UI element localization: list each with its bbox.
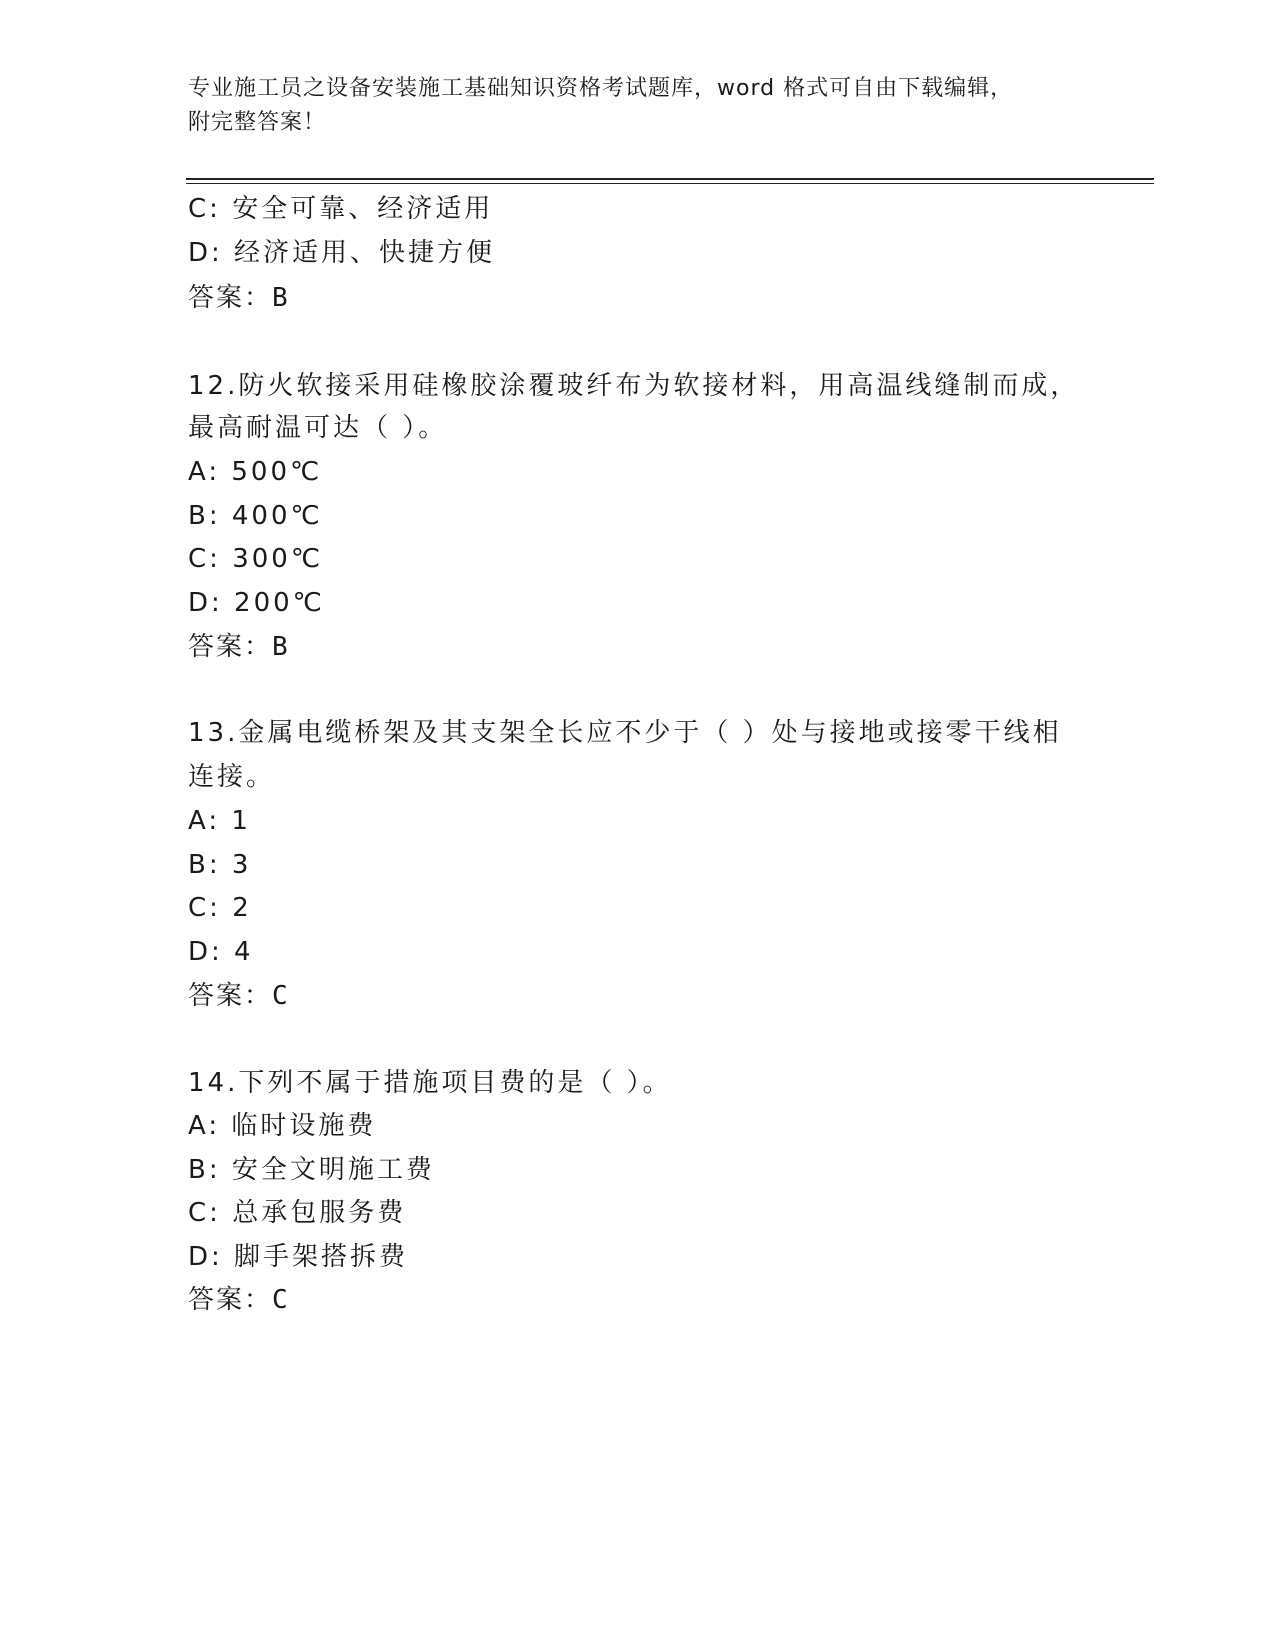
header-divider-thick [186,178,1154,180]
option-text: 经济适用、快捷方便 [234,238,496,268]
option-text: 400℃ [231,501,323,531]
q13-answer [188,979,290,1013]
option-label: C: [188,1198,221,1228]
option-text: 脚手架搭拆费 [234,1242,409,1272]
option-label: D: [188,238,223,268]
q12-stem-line-2: 最高耐温可达（ ）。 [188,413,448,443]
q11-option-d [188,236,495,270]
option-label: C: [188,893,221,923]
answer-value: C [272,1285,290,1315]
option-text: 200℃ [234,588,325,618]
q14-option-c [188,1196,406,1230]
option-label: C: [188,194,221,224]
option-label: A: [188,1111,221,1141]
option-label: C: [188,544,221,574]
option-text: 安全文明施工费 [231,1155,435,1185]
option-label: D: [188,1242,223,1272]
option-text: 1 [231,806,251,836]
q13-option-b [188,848,251,882]
option-text: 4 [234,937,254,967]
option-text: 安全可靠、经济适用 [232,194,494,224]
option-text: 3 [231,850,252,880]
document-header [188,72,1088,140]
q14-option-b [188,1153,435,1187]
q13-stem-line-1: 13.金属电缆桥架及其支架全长应不少于（ ）处与接地或接零干线相 [188,718,1062,748]
q12-option-d [188,586,325,620]
answer-value: B [272,632,290,662]
q14-option-d [188,1240,408,1274]
option-label: D: [188,588,223,618]
header-divider-thin [186,183,1154,184]
option-text: 临时设施费 [231,1111,377,1141]
q12-option-a [188,455,322,489]
answer-value: C [272,981,290,1011]
answer-label: 答案： [188,632,273,662]
option-text: 300℃ [232,544,324,574]
q13-stem-line-2: 连接。 [188,762,276,792]
q11-answer [188,281,290,315]
q13-option-d [188,935,254,969]
q14-option-a [188,1109,376,1143]
q12-option-c [188,542,323,576]
q13-option-c [188,891,252,925]
q14-answer [188,1283,290,1317]
option-label: D: [188,937,223,967]
option-text: 500℃ [231,457,323,487]
option-label: B: [188,1155,221,1185]
answer-label: 答案： [188,981,273,1011]
answer-label: 答案： [188,1285,273,1315]
q12-answer [188,630,290,664]
q12-stem-line-1: 12.防火软接采用硅橡胶涂覆玻纤布为软接材料，用高温线缝制而成， [188,371,1080,401]
option-label: B: [188,850,221,880]
q14-stem-line-1: 14.下列不属于措施项目费的是（ ）。 [188,1068,672,1098]
option-label: A: [188,806,221,836]
option-label: A: [188,457,221,487]
q12-option-b [188,499,323,533]
option-text: 总承包服务费 [232,1198,407,1228]
option-text: 2 [232,893,252,923]
answer-label: 答案： [188,283,273,313]
q13-option-a [188,804,251,838]
answer-value: B [272,283,290,313]
q11-option-c [188,192,493,226]
header-line-2: 附完整答案！ [188,110,327,135]
header-line-1: 专业施工员之设备安装施工基础知识资格考试题库，word 格式可自由下载编辑， [188,76,1014,101]
option-label: B: [188,501,221,531]
